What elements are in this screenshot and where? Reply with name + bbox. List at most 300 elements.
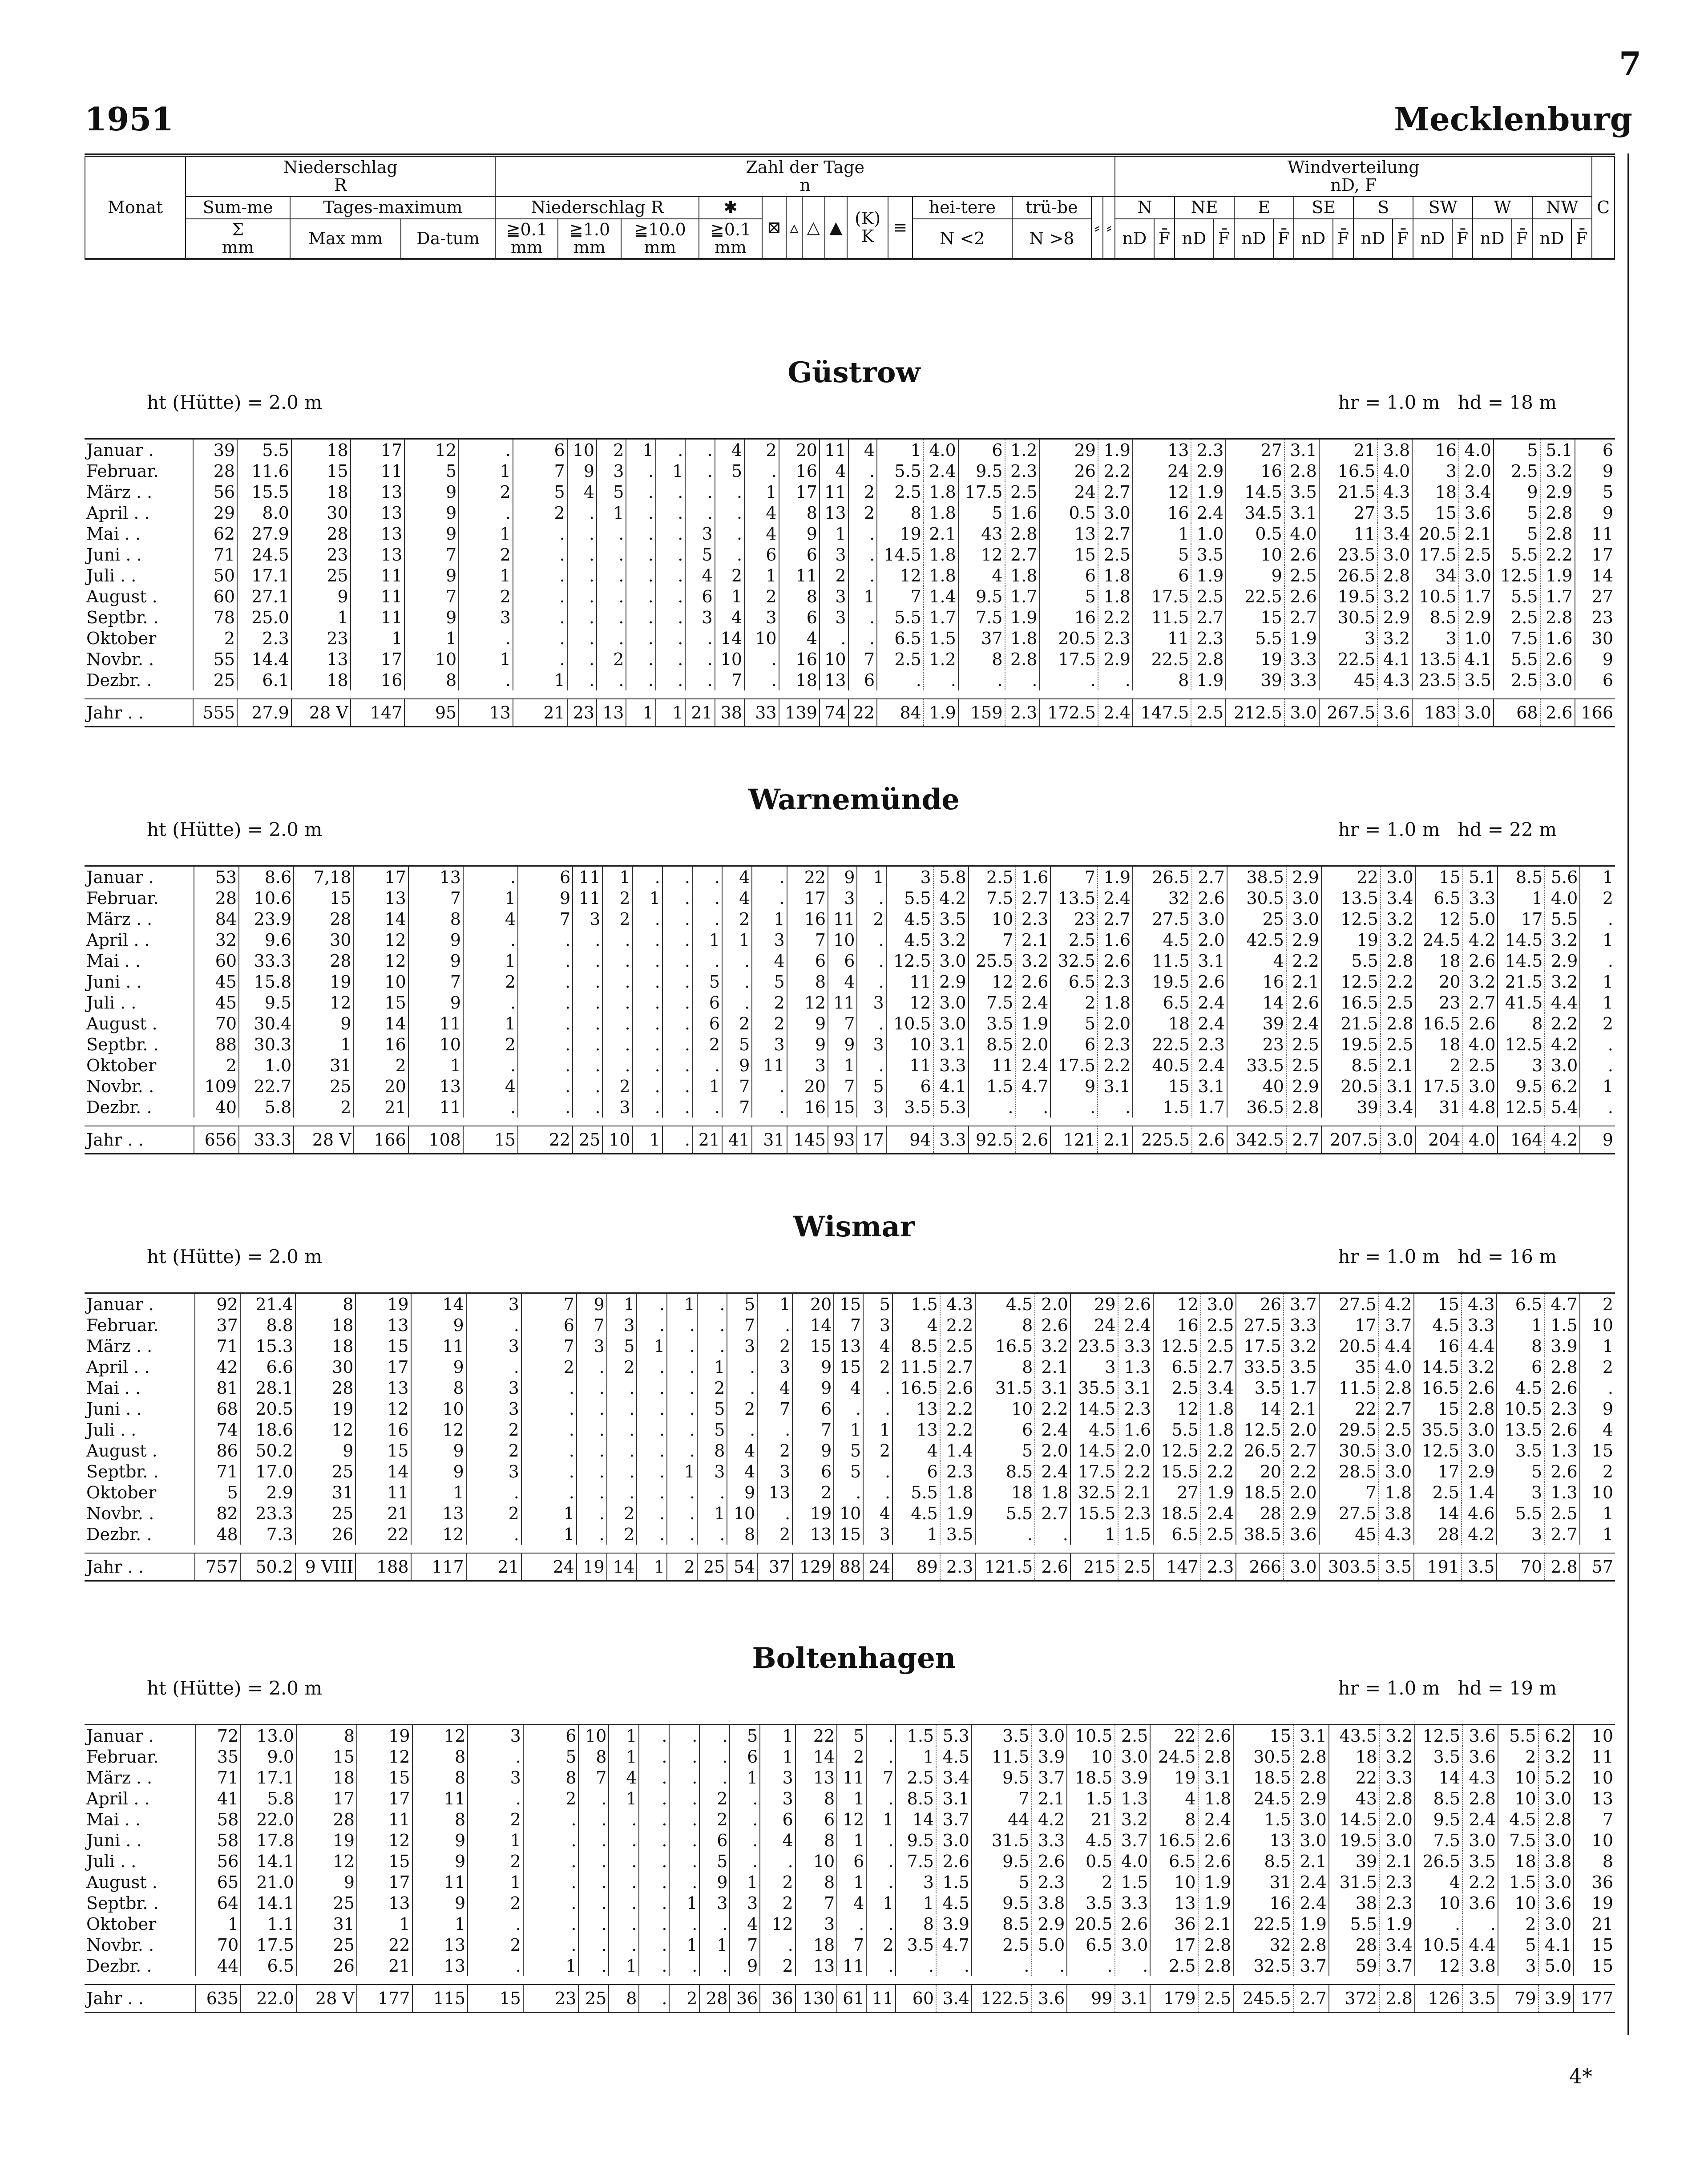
table-cell: 3.3 [1118, 1336, 1153, 1356]
table-cell: 2.2 [1286, 950, 1321, 971]
table-cell: 1 [834, 1419, 863, 1440]
table-cell: 35 [1319, 1356, 1379, 1377]
table-cell: . [685, 502, 715, 523]
table-cell: . [602, 1055, 632, 1076]
table-cell: 2 [597, 649, 626, 670]
month-label: Mai . . [86, 951, 141, 971]
table-cell: 2.9 [1191, 460, 1226, 481]
table-cell: 2.7 [1005, 544, 1040, 565]
table-cell: 3.4 [936, 1767, 972, 1788]
table-cell: 18.6 [240, 1419, 295, 1440]
table-cell: 2 [354, 1055, 408, 1076]
table-cell: 45 [194, 992, 239, 1013]
col-sigma: Σ mm [186, 219, 290, 259]
table-cell: 19 [577, 1553, 607, 1581]
table-cell: 7 [404, 586, 459, 607]
table-cell: . [662, 950, 692, 971]
table-cell: 1 [1580, 866, 1615, 888]
table-cell: 36.5 [1227, 1097, 1286, 1118]
table-row [85, 523, 1615, 544]
table-cell: . [669, 1851, 699, 1872]
table-cell: 1.9 [940, 1503, 975, 1524]
table-cell: 2.5 [1381, 992, 1416, 1013]
footer-signature: 4* [1569, 2064, 1592, 2088]
table-cell: 17 [1150, 1934, 1198, 1955]
table-cell: 4.4 [1462, 1934, 1498, 1955]
table-cell: 2 [1580, 1293, 1615, 1315]
table-cell: 4 [752, 950, 787, 971]
table-cell: 2.7 [1192, 866, 1227, 888]
table-cell: 7.5 [969, 992, 1016, 1013]
table-cell: 2 [1416, 1055, 1463, 1076]
table-cell: 22.5 [1226, 586, 1284, 607]
table-cell: 2.0 [1192, 929, 1227, 950]
table-cell: 7 [877, 586, 924, 607]
table-cell: 17.5 [1039, 649, 1098, 670]
table-cell: 2.5 [877, 649, 924, 670]
table-cell: . [602, 929, 632, 950]
table-cell: 4.3 [940, 1293, 975, 1315]
table-cell: . [578, 1893, 609, 1913]
table-cell: . [609, 1893, 639, 1913]
table-cell: 3.5 [969, 1013, 1016, 1034]
table-cell: 6.5 [241, 1955, 296, 1976]
table-cell: 3.5 [972, 1725, 1032, 1747]
table-cell: 6 [792, 1461, 834, 1482]
table-cell: 1 [412, 1913, 468, 1934]
table-cell: 15 [1414, 1293, 1462, 1315]
table-cell: 8.5 [975, 1461, 1035, 1482]
table-cell: 2.6 [1098, 950, 1133, 971]
table-cell: 1 [633, 888, 662, 908]
table-cell: . [459, 670, 513, 690]
table-cell: 4.7 [936, 1934, 972, 1955]
table-cell: 2 [459, 481, 513, 502]
table-cell: 31 [752, 1126, 787, 1154]
table-cell: 2 [597, 439, 626, 461]
table-cell: 3 [757, 1356, 792, 1377]
table-cell: 15 [834, 1524, 863, 1545]
table-cell: 1 [1580, 992, 1615, 1013]
table-cell: 17.5 [958, 481, 1005, 502]
table-cell: 3 [1498, 1055, 1545, 1076]
table-cell: . [863, 1461, 892, 1482]
table-cell: 4.2 [1032, 1809, 1067, 1830]
col-dir-s: S [1353, 197, 1413, 219]
table-row [85, 1851, 1615, 1872]
table-cell: 30.4 [239, 1013, 294, 1034]
table-cell: 5.8 [241, 1788, 296, 1809]
table-cell: . [626, 670, 655, 690]
table-cell: 17.1 [237, 565, 291, 586]
table-cell: 58 [195, 1830, 241, 1851]
table-cell: 9 [1050, 1076, 1098, 1097]
table-cell: . [578, 1809, 609, 1830]
table-cell: . [577, 1482, 607, 1503]
table-cell: 74 [820, 699, 848, 727]
table-cell: 2.9 [1032, 1913, 1067, 1934]
table-cell: 2.6 [1118, 1293, 1153, 1315]
month-label: April . . [86, 930, 150, 950]
table-cell: 3.3 [1462, 1315, 1497, 1336]
table-cell: 2.8 [1544, 1356, 1579, 1377]
table-cell: 4.2 [1545, 1126, 1580, 1154]
table-cell: 8.8 [240, 1315, 295, 1336]
table-cell: 2.8 [1377, 565, 1412, 586]
table-cell: 10 [1574, 1725, 1615, 1747]
table-cell: 2.6 [1284, 586, 1319, 607]
table-cell: 4.4 [1379, 1336, 1414, 1356]
table-cell: 11 [351, 460, 405, 481]
table-cell: 18 [1412, 481, 1459, 502]
table-cell: 27.9 [237, 523, 291, 544]
table-cell: 2.5 [1191, 586, 1226, 607]
table-cell: 3.6 [1284, 1524, 1319, 1545]
table-cell: 1.4 [924, 586, 958, 607]
table-cell: 3.4 [1201, 1377, 1236, 1398]
table-cell: 1 [656, 460, 685, 481]
table-cell: 7 [577, 1315, 607, 1336]
table-cell: 1 [463, 1013, 518, 1034]
table-cell: 1.9 [924, 699, 958, 727]
table-cell: 2.0 [1098, 1013, 1133, 1034]
col-f: F̄ [1571, 219, 1592, 259]
table-cell: 37 [958, 628, 1005, 649]
table-cell: 3.0 [933, 992, 969, 1013]
table-cell: 3.5 [1067, 1893, 1114, 1913]
table-cell: 6 [975, 1419, 1035, 1440]
table-cell: 11 [1319, 523, 1377, 544]
table-cell: 1 [351, 628, 405, 649]
table-cell: 3.0 [1115, 1746, 1151, 1767]
table-cell: 11 [573, 888, 602, 908]
table-cell: 5.6 [1545, 866, 1580, 888]
table-cell: 28 [291, 523, 351, 544]
table-cell: 17.8 [241, 1830, 296, 1851]
table-cell: . [513, 628, 567, 649]
table-cell: 1 [607, 1293, 637, 1315]
table-cell: 9.5 [972, 1851, 1032, 1872]
table-cell: 65 [195, 1872, 241, 1893]
station-hr: hr = 1.0 m [1338, 1677, 1440, 1699]
table-cell: 2.6 [1463, 950, 1498, 971]
table-cell: 2.8 [1538, 1809, 1574, 1830]
table-cell: . [1035, 1524, 1070, 1545]
table-cell: 2 [1067, 1872, 1114, 1893]
table-row [85, 1440, 1615, 1461]
table-cell: 25 [573, 1126, 602, 1154]
table-cell: 21.5 [1319, 481, 1377, 502]
table-cell: 23 [523, 1985, 579, 2013]
table-cell: 27 [1153, 1482, 1201, 1503]
table-cell: 20 [1236, 1461, 1284, 1482]
table-cell: . [685, 460, 715, 481]
table-cell: 3.0 [1032, 1725, 1067, 1747]
table-cell: . [637, 1315, 667, 1336]
table-cell: 121 [1050, 1126, 1098, 1154]
table-cell: 11 [820, 481, 848, 502]
table-cell: 4.3 [1462, 1293, 1497, 1315]
table-cell: 30 [294, 929, 353, 950]
table-cell: 23.5 [1070, 1336, 1118, 1356]
table-cell: 3.0 [1098, 502, 1133, 523]
month-label: Juli . . [86, 993, 137, 1013]
table-cell: 3.6 [1462, 1893, 1498, 1913]
table-cell: 2.3 [1201, 1553, 1236, 1581]
table-cell: 15.5 [1153, 1461, 1201, 1482]
table-cell: 1.7 [1284, 1377, 1319, 1398]
table-cell: 1.9 [1191, 481, 1226, 502]
table-cell: 12 [886, 992, 933, 1013]
table-cell: 24.5 [1150, 1746, 1198, 1767]
table-cell: 8.0 [237, 502, 291, 523]
table-cell: 10.5 [1415, 1934, 1462, 1955]
table-cell: 1 [459, 460, 513, 481]
table-cell: 1.8 [1198, 1788, 1234, 1809]
col-summe: Sum-me [186, 197, 290, 219]
table-row [85, 950, 1615, 971]
table-cell: 2 [1580, 1356, 1615, 1377]
table-cell: 7 [757, 1398, 792, 1419]
table-cell: 58 [195, 1809, 241, 1830]
table-cell: 1 [692, 929, 722, 950]
table-cell: 27.5 [1236, 1315, 1284, 1336]
table-cell: 2 [459, 544, 513, 565]
table-cell: . [656, 502, 685, 523]
table-cell: 2 [1580, 1461, 1615, 1482]
table-cell: . [1039, 670, 1098, 690]
table-cell: 147 [351, 699, 405, 727]
table-cell: . [857, 1055, 886, 1076]
month-label: Novbr. . [86, 1935, 154, 1955]
table-cell: . [692, 950, 722, 971]
table-cell: 10 [1150, 1872, 1198, 1893]
table-cell: 2.8 [1293, 1934, 1329, 1955]
table-cell: . [463, 1097, 518, 1118]
table-cell: 3 [466, 1336, 521, 1356]
table-cell: 3.2 [1377, 586, 1412, 607]
table-cell: 2.9 [1286, 929, 1321, 950]
table-cell: 1 [667, 1461, 697, 1482]
table-cell: 19 [1150, 1767, 1198, 1788]
station-hd: hd = 16 m [1458, 1246, 1557, 1267]
table-cell: 5 [715, 460, 744, 481]
table-cell: 11 [969, 1055, 1016, 1076]
table-cell: 4.3 [1377, 481, 1412, 502]
table-cell: 12 [787, 992, 828, 1013]
table-cell: 11 [828, 908, 857, 929]
month-label: Januar . [86, 440, 154, 460]
table-cell: 2 [521, 1356, 577, 1377]
month-label: Septbr. . [86, 1461, 159, 1481]
table-cell: . [523, 1934, 579, 1955]
table-cell: 1 [459, 565, 513, 586]
table-cell: . [626, 565, 655, 586]
table-cell: 1.3 [1115, 1788, 1151, 1809]
table-cell: 21.4 [240, 1293, 295, 1315]
table-cell: 1.8 [924, 502, 958, 523]
table-cell: 37 [195, 1315, 240, 1336]
table-cell: 11.5 [1319, 1377, 1379, 1398]
table-cell: . [607, 1419, 637, 1440]
table-cell: 2.9 [1377, 607, 1412, 628]
table-cell: 3.3 [1379, 1767, 1415, 1788]
table-cell: 22 [357, 1934, 412, 1955]
table-cell: 1 [609, 1725, 639, 1747]
table-cell: 1 [597, 502, 626, 523]
table-cell: 16 [787, 1097, 828, 1118]
table-cell: 2.3 [1005, 699, 1040, 727]
table-cell: 11 [351, 586, 405, 607]
table-cell: 13 [757, 1482, 792, 1503]
table-cell: 17 [357, 1872, 412, 1893]
table-cell: 11.5 [1133, 607, 1191, 628]
table-cell: 19 [1226, 649, 1284, 670]
table-cell: 16.5 [975, 1336, 1035, 1356]
table-cell: 27.5 [1133, 908, 1192, 929]
table-cell: . [609, 1872, 639, 1893]
col-nd: nD [1532, 219, 1571, 259]
table-cell: . [697, 1315, 727, 1336]
table-cell: 15.3 [240, 1336, 295, 1356]
table-cell: . [669, 1746, 699, 1767]
table-cell: 13 [459, 699, 513, 727]
table-cell: 204 [1416, 1126, 1463, 1154]
col-nd: nD [1115, 219, 1154, 259]
station-hr: hr = 1.0 m [1338, 391, 1440, 413]
table-cell: 32.5 [1233, 1955, 1293, 1976]
table-cell: 9.5 [896, 1830, 936, 1851]
table-cell: 159 [958, 699, 1005, 727]
table-cell: 2.7 [1284, 1440, 1319, 1461]
table-cell: 19 [1574, 1893, 1615, 1913]
table-cell: 3 [468, 1725, 523, 1747]
table-cell: . [633, 929, 662, 950]
table-cell: 10 [411, 1398, 466, 1419]
month-label: Juni . . [86, 1399, 142, 1419]
table-cell: 1.5 [1498, 1872, 1538, 1893]
station-hr: hr = 1.0 m [1338, 819, 1440, 840]
table-cell: . [924, 670, 958, 690]
table-cell: 14 [795, 1746, 837, 1767]
table-cell: 9 [1226, 565, 1284, 586]
table-cell: 2 [744, 439, 779, 461]
table-cell: 16 [1414, 1336, 1462, 1356]
table-cell: . [667, 1482, 697, 1503]
table-cell: 4 [1150, 1788, 1198, 1809]
table-cell: 10 [975, 1398, 1035, 1419]
table-cell: 6 [760, 1809, 795, 1830]
table-cell: 3.3 [1463, 888, 1498, 908]
table-cell: 34.5 [1226, 502, 1284, 523]
table-cell: 1 [837, 1830, 866, 1851]
month-label: Januar . [86, 867, 154, 887]
table-cell: 4 [1227, 950, 1286, 971]
table-cell: 60 [193, 586, 238, 607]
table-cell: . [863, 1377, 892, 1398]
table-cell: 1.5 [1233, 1809, 1293, 1830]
table-cell: 2.6 [1035, 1553, 1070, 1581]
table-cell: 31 [295, 1482, 355, 1503]
table-cell: 7 [828, 1076, 857, 1097]
table-cell: 19 [1321, 929, 1381, 950]
table-cell: 2.6 [1198, 1851, 1234, 1872]
table-cell: 13 [1574, 1788, 1615, 1809]
col-dir-nw: NW [1532, 197, 1592, 219]
table-cell: . [866, 1851, 896, 1872]
table-cell: . [722, 950, 752, 971]
table-cell: 9 [411, 1356, 466, 1377]
table-cell: 9 [792, 1377, 834, 1398]
table-cell: 13 [820, 502, 848, 523]
table-cell: 7 [1319, 1482, 1379, 1503]
table-cell: 10 [404, 649, 459, 670]
table-cell: 4 [779, 628, 820, 649]
table-cell: 6 [1133, 565, 1191, 586]
table-cell: 2.4 [1198, 1809, 1234, 1830]
table-cell: 2.8 [1293, 1746, 1329, 1767]
table-cell: . [863, 1398, 892, 1419]
table-cell: . [639, 1955, 669, 1976]
table-cell: 20.5 [1321, 1076, 1381, 1097]
table-cell: 2.4 [1191, 502, 1226, 523]
table-cell: 2.6 [940, 1377, 975, 1398]
table-cell: 2 [294, 1097, 353, 1118]
table-cell: 4.5 [936, 1893, 972, 1913]
table-cell: 34 [1412, 565, 1459, 586]
table-cell: 23 [291, 628, 351, 649]
table-cell: 9 [792, 1356, 834, 1377]
table-row [85, 1955, 1615, 1976]
table-cell: 14 [792, 1315, 834, 1336]
table-cell: 1 [609, 1955, 639, 1976]
table-cell: 12.5 [1321, 971, 1381, 992]
table-cell: 19 [355, 1293, 411, 1315]
table-cell: 23.5 [1319, 544, 1377, 565]
table-cell: 21.5 [1498, 971, 1545, 992]
table-cell: 164 [1498, 1126, 1545, 1154]
table-cell: 1 [722, 929, 752, 950]
table-cell: . [521, 1482, 577, 1503]
table-cell: 3.7 [1379, 1315, 1414, 1336]
table-cell: 9.6 [239, 929, 294, 950]
table-cell: 38.5 [1227, 866, 1286, 888]
table-cell: 1 [609, 1746, 639, 1767]
table-cell: 13 [1133, 439, 1191, 461]
table-cell: 39 [1227, 1013, 1286, 1034]
table-cell: 3.1 [1118, 1377, 1153, 1398]
month-label: August . [86, 1872, 157, 1892]
table-cell: 64 [195, 1893, 241, 1913]
table-cell: . [757, 1315, 792, 1336]
table-cell: 2 [468, 1851, 523, 1872]
table-cell: 13 [795, 1767, 837, 1788]
table-cell: 2 [607, 1356, 637, 1377]
table-cell: 2 [722, 1013, 752, 1034]
table-cell: . [468, 1788, 523, 1809]
table-cell: 5.5 [892, 1482, 940, 1503]
table-cell: 12 [1153, 1293, 1201, 1315]
table-cell: 4.2 [1462, 1524, 1497, 1545]
table-cell: 9 [792, 1440, 834, 1461]
table-cell: 2.1 [1381, 1055, 1416, 1076]
table-cell: 3.5 [1497, 1440, 1544, 1461]
table-cell: 2 [468, 1809, 523, 1830]
table-cell: 2 [1050, 992, 1098, 1013]
table-cell: 6.6 [240, 1356, 295, 1377]
table-cell: 57 [1580, 1553, 1615, 1581]
table-cell: 10 [1498, 1767, 1538, 1788]
